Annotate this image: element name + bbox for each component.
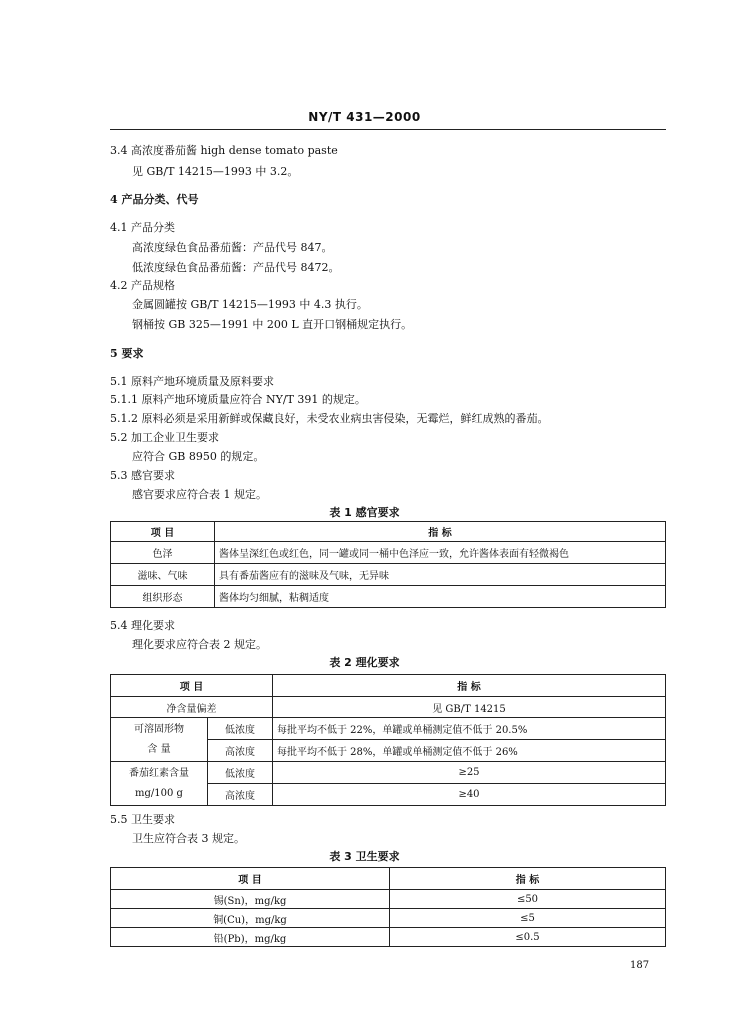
section-4-title: 4 产品分类、代号 [110, 193, 199, 206]
table2-lyco-low: 低浓度 [208, 762, 273, 784]
table3-header-item: 项 目 [111, 868, 390, 890]
table1-caption: 表 1 感官要求 [329, 506, 400, 519]
clause-4-2-barrel: 钢桶按 GB 325—1991 中 200 L 直开口钢桶规定执行。 [132, 318, 413, 331]
clause-4-1: 4.1 产品分类 [110, 221, 175, 234]
table-row [111, 586, 666, 608]
table1-cell: 色泽 [111, 542, 215, 564]
clause-5-5-text: 卫生应符合表 3 规定。 [132, 832, 245, 845]
table2-lyco-label [111, 762, 208, 806]
section-5-title: 5 要求 [110, 347, 144, 360]
table3-cell: ≤5 [390, 909, 666, 928]
table-row [111, 909, 666, 928]
clause-5-4: 5.4 理化要求 [110, 619, 175, 632]
table2-solids-high: 高浓度 [208, 740, 273, 762]
clause-3-4-text: 见 GB/T 14215—1993 中 3.2。 [132, 165, 299, 178]
clause-4-1-high: 高浓度绿色食品番茄酱：产品代号 847。 [132, 241, 333, 254]
table3 [110, 867, 666, 947]
clause-5-3-text: 感官要求应符合表 1 规定。 [132, 488, 267, 501]
table2-solids-label-1: 可溶固形物 [134, 723, 184, 735]
table3-cell: 铅(Pb)，mg/kg [111, 928, 390, 947]
table-row [111, 564, 666, 586]
clause-5-3: 5.3 感官要求 [110, 469, 175, 482]
table-row [111, 890, 666, 909]
table2-solids-label [111, 718, 208, 762]
clause-4-1-low: 低浓度绿色食品番茄酱：产品代号 8472。 [132, 261, 340, 274]
table-row [111, 928, 666, 947]
header-rule [110, 129, 666, 130]
table3-cell: 铜(Cu)，mg/kg [111, 909, 390, 928]
table2-caption: 表 2 理化要求 [329, 656, 400, 669]
table-row [111, 762, 666, 784]
table-row [111, 718, 666, 740]
table2-net-value: 见 GB/T 14215 [273, 697, 666, 718]
table2-solids-low-value: 每批平均不低于 22%，单罐或单桶测定值不低于 20.5% [273, 718, 666, 740]
table2-lyco-high-value: ≥40 [273, 784, 666, 806]
table3-caption: 表 3 卫生要求 [329, 850, 400, 863]
table2-header-item: 项 目 [111, 675, 273, 697]
table1-cell: 具有番茄酱应有的滋味及气味，无异味 [215, 564, 666, 586]
clause-5-1-2: 5.1.2 原料必须是采用新鲜或保藏良好，未受农业病虫害侵染，无霉烂，鲜红成熟的番茄。 [110, 412, 549, 425]
table2-solids-high-value: 每批平均不低于 28%，单罐或单桶测定值不低于 26% [273, 740, 666, 762]
table2-solids-low: 低浓度 [208, 718, 273, 740]
table1-header-item: 项 目 [111, 522, 215, 542]
table1-cell: 酱体均匀细腻，粘稠适度 [215, 586, 666, 608]
table1 [110, 521, 666, 608]
page-number: 187 [630, 960, 650, 971]
clause-5-1-1: 5.1.1 原料产地环境质量应符合 NY/T 391 的规定。 [110, 393, 366, 406]
clause-5-4-text: 理化要求应符合表 2 规定。 [132, 638, 267, 651]
table2-net-label: 净含量偏差 [111, 697, 273, 718]
table3-cell: 锡(Sn)，mg/kg [111, 890, 390, 909]
table3-header-index: 指 标 [390, 868, 666, 890]
table2-lyco-label-2: mg/100 g [135, 787, 183, 799]
table2-header-index: 指 标 [273, 675, 666, 697]
clause-4-2-can: 金属圆罐按 GB/T 14215—1993 中 4.3 执行。 [132, 298, 368, 311]
table-row [111, 697, 666, 718]
clause-3-4: 3.4 高浓度番茄酱 high dense tomato paste [110, 144, 338, 157]
table1-cell: 滋味、气味 [111, 564, 215, 586]
header-code: NY/T 431—2000 [308, 110, 421, 124]
table2-lyco-low-value: ≥25 [273, 762, 666, 784]
clause-5-5: 5.5 卫生要求 [110, 813, 175, 826]
clause-5-1: 5.1 原料产地环境质量及原料要求 [110, 375, 274, 388]
table2-lyco-high: 高浓度 [208, 784, 273, 806]
table-row [111, 542, 666, 564]
table3-cell: ≤50 [390, 890, 666, 909]
table2-solids-label-2: 含 量 [147, 743, 171, 755]
table3-cell: ≤0.5 [390, 928, 666, 947]
clause-5-2-text: 应符合 GB 8950 的规定。 [132, 450, 265, 463]
clause-5-2: 5.2 加工企业卫生要求 [110, 431, 219, 444]
table1-cell: 酱体呈深红色或红色，同一罐或同一桶中色泽应一致，允许酱体表面有轻微褐色 [215, 542, 666, 564]
table1-header-index: 指 标 [215, 522, 666, 542]
clause-4-2: 4.2 产品规格 [110, 279, 175, 292]
table1-cell: 组织形态 [111, 586, 215, 608]
table2-lyco-label-1: 番茄红素含量 [129, 767, 189, 779]
table2 [110, 674, 666, 806]
